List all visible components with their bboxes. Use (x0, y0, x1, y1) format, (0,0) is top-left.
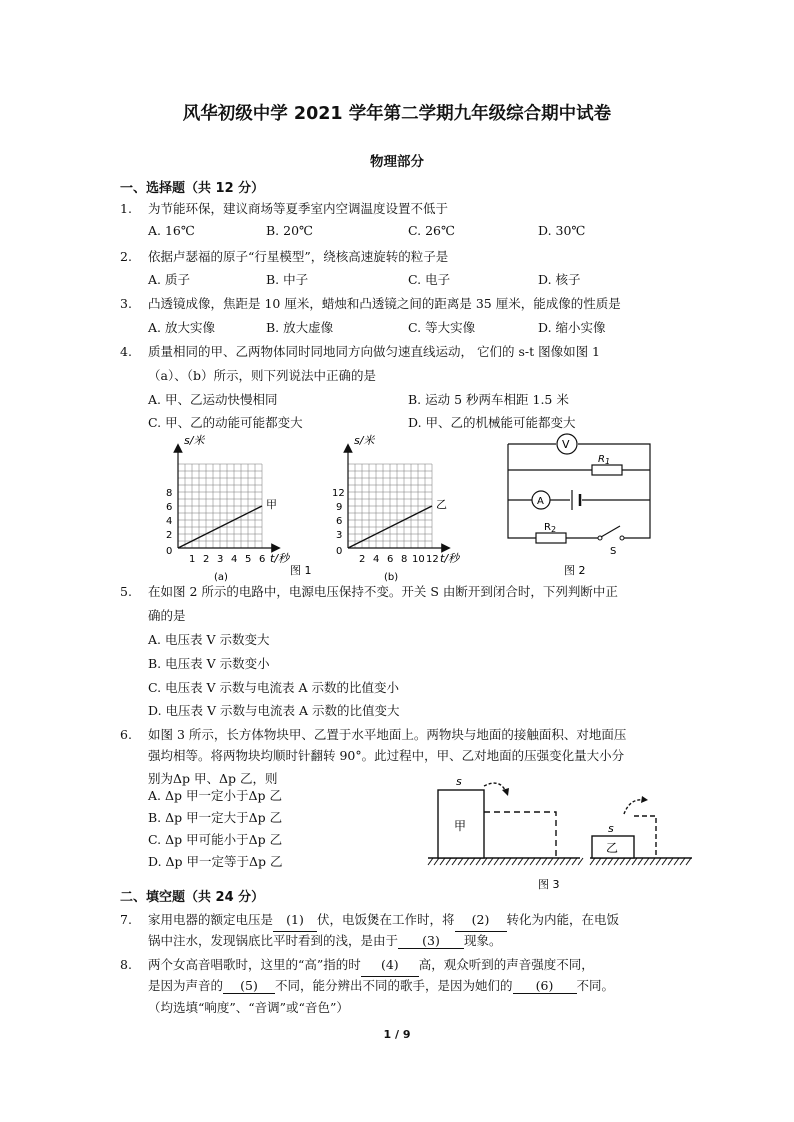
y-tick-label: 3 (336, 530, 343, 541)
graph-a (166, 434, 291, 582)
page-title: 风华初级中学 2021 学年第二学期九年级综合期中试卷 (182, 104, 612, 124)
rotate-arrow-icon (624, 800, 644, 814)
option-a: A. 质子 (148, 272, 190, 287)
x-tick-label: 4 (231, 554, 238, 565)
options-q1 (148, 223, 688, 243)
x-tick-label: 2 (359, 554, 366, 565)
option-d: D. 电压表 V 示数与电流表 A 示数的比值变大 (148, 703, 400, 718)
ground-hatch (560, 858, 565, 865)
question-text: 在如图 2 所示的电路中，电源电压保持不变。开关 S 由断开到闭合时，下列判断中正 (148, 584, 618, 599)
page-number: 1 / 9 (383, 1028, 411, 1041)
ground-hatch (650, 858, 655, 865)
ground-hatch (464, 858, 469, 865)
figure-2-circuit (500, 432, 660, 582)
x-tick-label: 1 (189, 554, 196, 565)
question-text-cont: 别为Δp 甲、Δp 乙，则 (148, 771, 278, 786)
ground-hatch (440, 858, 445, 865)
blank-3[interactable]: (3) (398, 933, 464, 949)
ground-hatch (512, 858, 517, 865)
ground-hatch (452, 858, 457, 865)
r2-label (544, 522, 556, 534)
text-part: 现象。 (464, 933, 502, 948)
question-text-cont: （a）、（b）所示，则下列说法中正确的是 (148, 368, 376, 383)
x-tick-label: 6 (259, 554, 266, 565)
question-text-cont (148, 976, 688, 994)
ground-hatch (446, 858, 451, 865)
text-part: 不同，能分辨出不同的歌手，是因为她们的 (275, 978, 513, 993)
figure-3-blocks (420, 770, 700, 895)
blank-2[interactable]: (2) (455, 908, 507, 932)
y-tick-label: 4 (166, 516, 173, 527)
block-yi-rotated (634, 816, 656, 858)
ground-hatch (656, 858, 661, 865)
switch-icon (620, 536, 624, 540)
ground-hatch (638, 858, 643, 865)
ground-hatch (572, 858, 577, 865)
ground-hatch (686, 858, 691, 865)
option-a: A. 甲、乙运动快慢相同 (148, 392, 278, 407)
ground-hatch (482, 858, 487, 865)
origin-label: 0 (336, 546, 343, 557)
ground-hatch (428, 858, 433, 865)
option-c: C. 甲、乙的动能可能都变大 (148, 415, 303, 430)
options-q2 (148, 270, 688, 290)
block-jia-rotated (484, 812, 556, 858)
option-a: A. Δp 甲一定小于Δp 乙 (148, 788, 282, 803)
question-text (148, 953, 688, 977)
text-part: 是因为声音的 (148, 978, 224, 993)
ground-hatch (602, 858, 607, 865)
y-tick-label: 6 (166, 502, 173, 513)
block-jia-label: 甲 (454, 819, 467, 833)
ground-hatch (530, 858, 535, 865)
option-b: B. 运动 5 秒两车相距 1.5 米 (408, 392, 569, 407)
y-tick-label: 12 (332, 488, 345, 499)
ground-hatch (548, 858, 553, 865)
ground-hatch (476, 858, 481, 865)
r1-letter: R (598, 454, 605, 465)
voltmeter-label: V (562, 438, 570, 451)
x-tick-label: 5 (245, 554, 252, 565)
options-q3 (148, 318, 688, 338)
section-subtitle: 物理部分 (370, 154, 424, 170)
r2-letter: R (544, 522, 551, 533)
x-axis-label: t/秒 (440, 552, 460, 565)
question-text: 依据卢瑟福的原子“行星模型”，绕核高速旋转的粒子是 (148, 249, 449, 264)
text-part: 家用电器的额定电压是 (148, 912, 274, 927)
circuit-wire (508, 470, 536, 538)
switch-icon (601, 526, 620, 537)
option-c: C. Δp 甲可能小于Δp 乙 (148, 832, 283, 847)
option-c: C. 26℃ (408, 223, 455, 238)
y-axis-label: s/米 (184, 434, 205, 447)
option-c: C. 等大实像 (408, 320, 476, 335)
ground-hatch (500, 858, 505, 865)
figure-1-st-graphs (140, 432, 480, 582)
section-heading-choice: 一、选择题（共 12 分） (120, 181, 265, 196)
ground-hatch (470, 858, 475, 865)
question-number: 7. (120, 912, 132, 927)
ground-hatch (494, 858, 499, 865)
question-number: 6. (120, 727, 132, 742)
option-c: C. 电压表 V 示数与电流表 A 示数的比值变小 (148, 680, 400, 695)
ground-hatch (620, 858, 625, 865)
ground-hatch (566, 858, 571, 865)
y-tick-label: 8 (166, 488, 173, 499)
x-tick-label: 12 (426, 554, 439, 565)
block-yi-label: 乙 (606, 841, 619, 855)
text-part: 转化为内能，在电饭 (506, 912, 620, 927)
ground-hatch (608, 858, 613, 865)
r2-subscript: 2 (550, 525, 557, 534)
graph-caption: (b) (384, 572, 399, 582)
question-text: 如图 3 所示，长方体物块甲、乙置于水平地面上。两物块与地面的接触面积、对地面压 (148, 727, 627, 742)
question-text-cont: 确的是 (148, 608, 186, 623)
section-heading-fill: 二、填空题（共 24 分） (120, 890, 265, 905)
x-tick-label: 6 (387, 554, 394, 565)
blank-5[interactable]: (5) (223, 978, 275, 994)
option-b: B. 中子 (266, 272, 309, 287)
r1-label (598, 454, 610, 466)
figure-2-caption: 图 2 (564, 564, 586, 577)
question-text (148, 908, 688, 932)
x-tick-label: 8 (401, 554, 408, 565)
option-d: D. Δp 甲一定等于Δp 乙 (148, 854, 283, 869)
ground-hatch (506, 858, 511, 865)
option-a: A. 电压表 V 示数变大 (148, 632, 270, 647)
figure-1-caption: 图 1 (290, 564, 312, 577)
option-c: C. 电子 (408, 272, 451, 287)
text-part: 锅中注水，发现锅底比平时看到的浅，是由于 (148, 933, 399, 948)
option-d: D. 缩小实像 (538, 320, 606, 335)
ground-hatch (680, 858, 685, 865)
options-q4-row2 (148, 413, 688, 433)
y-tick-label: 2 (166, 530, 173, 541)
ground-hatch (632, 858, 637, 865)
ground-hatch (518, 858, 523, 865)
text-part: 不同。 (576, 978, 615, 993)
y-tick-label: 9 (336, 502, 343, 513)
ground-hatch (434, 858, 439, 865)
ground-hatch (554, 858, 559, 865)
x-tick-label: 2 (203, 554, 210, 565)
arrowhead-icon (502, 788, 509, 796)
x-tick-label: 10 (412, 554, 425, 565)
text-part: 两个女高音唱歌时，这里的“高”指的时 (148, 957, 361, 972)
option-b: B. 20℃ (266, 223, 314, 238)
question-text: 质量相同的甲、乙两物体同时同地同方向做匀速直线运动， 它们的 s-t 图像如图 1 (148, 344, 601, 359)
ground-hatch (578, 858, 583, 865)
text-part: 高，观众听到的声音强度不同， (418, 957, 594, 972)
question-note: （均选填“响度”、“音调”或“音色”） (148, 1000, 349, 1015)
question-text-cont (148, 931, 688, 949)
ground-hatch (674, 858, 679, 865)
x-axis-label: t/秒 (270, 552, 290, 565)
option-d: D. 30℃ (538, 223, 586, 238)
question-number: 8. (120, 957, 132, 972)
figure-3-caption: 图 3 (538, 878, 560, 891)
option-d: D. 甲、乙的机械能可能都变大 (408, 415, 576, 430)
question-number: 5. (120, 584, 132, 599)
text-part: 伏，电饭煲在工作时，将 (317, 912, 455, 927)
ground-hatch (590, 858, 595, 865)
ground-hatch (596, 858, 601, 865)
question-text-cont: 强均相等。将两物块均顺时针翻转 90°。此过程中，甲、乙对地面的压强变化量大小分 (148, 748, 625, 763)
origin-label: 0 (166, 546, 173, 557)
blank-1[interactable]: (1) (273, 908, 317, 932)
option-a: A. 16℃ (148, 223, 195, 238)
option-d: D. 核子 (538, 272, 581, 287)
option-b: B. Δp 甲一定大于Δp 乙 (148, 810, 283, 825)
question-text: 凸透镜成像，焦距是 10 厘米，蜡烛和凸透镜之间的距离是 35 厘米，能成像的性质是 (148, 296, 621, 311)
series-label: 乙 (436, 498, 447, 511)
question-number: 2. (120, 249, 132, 264)
option-b: B. 电压表 V 示数变小 (148, 656, 270, 671)
ground-hatch (524, 858, 529, 865)
ground-hatch (626, 858, 631, 865)
option-a: A. 放大实像 (148, 320, 215, 335)
arrowhead-icon (641, 796, 648, 803)
option-b: B. 放大虚像 (266, 320, 334, 335)
block-jia-s-label: s (456, 775, 462, 788)
graph-b (332, 434, 461, 582)
ground-hatch (488, 858, 493, 865)
ground-hatch (644, 858, 649, 865)
ground-hatch (542, 858, 547, 865)
switch-label: S (610, 546, 617, 557)
block-yi-s-label: s (608, 822, 614, 835)
question-number: 3. (120, 296, 132, 311)
ground-hatch (536, 858, 541, 865)
x-tick-label: 4 (373, 554, 380, 565)
blank-4[interactable]: (4) (361, 953, 419, 977)
question-number: 1. (120, 201, 132, 216)
series-label: 甲 (266, 498, 277, 511)
circuit-wire (622, 470, 650, 538)
ground-hatch (458, 858, 463, 865)
ammeter-label: A (537, 496, 544, 507)
x-tick-label: 3 (217, 554, 224, 565)
blank-6[interactable]: (6) (513, 978, 577, 994)
r1-subscript: 1 (604, 457, 611, 466)
ground-hatch (662, 858, 667, 865)
question-number: 4. (120, 344, 132, 359)
options-q4-row1 (148, 390, 688, 410)
graph-caption: (a) (214, 572, 228, 582)
circuit-wire (508, 444, 650, 470)
ground-hatch (668, 858, 673, 865)
resistor-r1-icon (592, 465, 622, 475)
ground-hatch (614, 858, 619, 865)
resistor-r2-icon (536, 533, 566, 543)
y-tick-label: 6 (336, 516, 343, 527)
y-axis-label: s/米 (354, 434, 375, 447)
question-text: 为节能环保，建议商场等夏季室内空调温度设置不低于 (148, 201, 449, 216)
